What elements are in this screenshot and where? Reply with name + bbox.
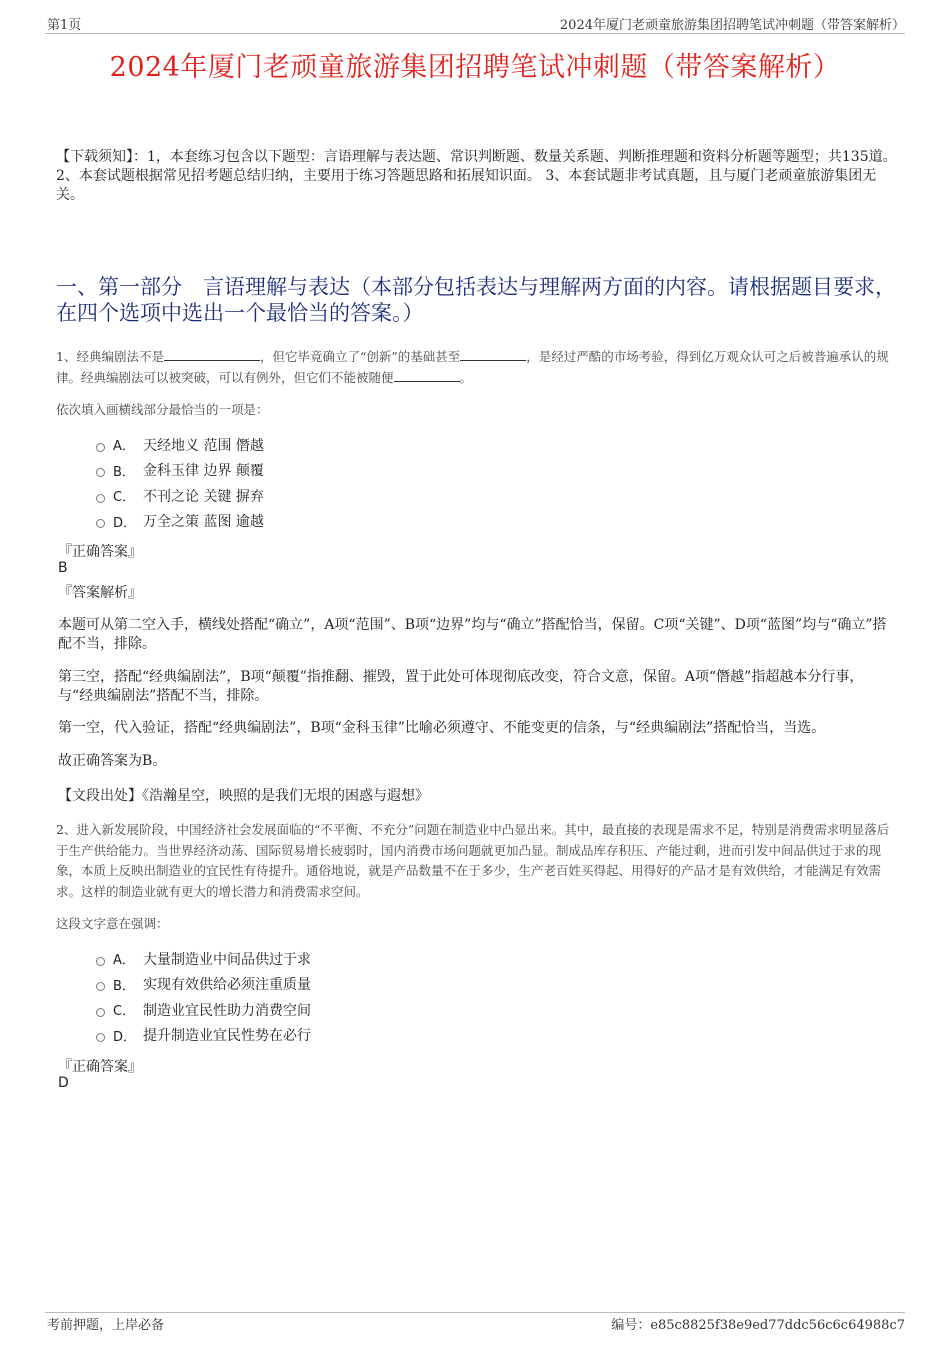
radio-icon[interactable] (96, 1008, 105, 1017)
footer-divider (45, 1312, 905, 1313)
blank-line (164, 347, 260, 361)
option-letter: D． (113, 1029, 137, 1045)
option-d[interactable] (96, 509, 264, 535)
page-title: 2024年厦门老顽童旅游集团招聘笔试冲刺题（带答案解析） (109, 52, 841, 83)
stem-part: 。 (459, 370, 473, 385)
option-text: 大量制造业中间品供过于求 (143, 951, 311, 968)
option-text: 提升制造业宜民性势在必行 (143, 1028, 311, 1045)
option-d[interactable] (96, 1023, 311, 1049)
option-letter: B． (113, 978, 135, 994)
question-2-options (96, 946, 311, 1048)
radio-icon[interactable] (96, 443, 105, 452)
analysis-paragraph: 故正确答案为B。 (58, 753, 167, 769)
option-c[interactable] (96, 997, 311, 1023)
stem-part: ，但它毕竟确立了“创新”的基础甚至 (259, 349, 461, 364)
answer-label: 『正确答案』 (58, 544, 142, 560)
stem-part: 1、经典编剧法不是 (56, 349, 164, 364)
source-citation: 【文段出处】《浩瀚星空，映照的是我们无垠的困惑与遐想》 (58, 788, 429, 804)
option-letter: C． (113, 1004, 136, 1020)
option-text: 金科玉律 边界 颠覆 (143, 463, 264, 480)
option-a[interactable] (96, 432, 264, 458)
analysis-label: 『答案解析』 (58, 585, 142, 601)
question-1-options (96, 432, 264, 534)
footer-slogan: 考前押题，上岸必备 (47, 1318, 165, 1333)
question-2-stem: 2、进入新发展阶段，中国经济社会发展面临的“不平衡、不充分”问题在制造业中凸显出来。其中，最直接的表现是需求不足，特别是消费需求明显落后于生产供给能力。当世界经济动荡、国际贸易增长疲弱时，国内消费市场问题就更加凸显。制成品库存积压、产能过剩，进而引发中间品供过于求的现象，本质上反映出制造业的宜民性有待提升。通俗地说，就是产品数量不在于多少，生产老百姓买得起、用得好的产品才是有效供给，才能满足有效需求。这样的制造业就有更大的增长潜力和消费需求空间。 (56, 822, 890, 899)
blank-line (460, 347, 526, 361)
option-text: 不刊之论 关键 摒弃 (143, 488, 264, 505)
option-letter: C． (113, 490, 136, 506)
radio-icon[interactable] (96, 494, 105, 503)
answer-value: B (58, 560, 68, 576)
radio-icon[interactable] (96, 468, 105, 477)
question-1-prompt: 依次填入画横线部分最恰当的一项是： (56, 402, 269, 417)
question-1-stem (56, 346, 896, 388)
option-c[interactable] (96, 483, 264, 509)
blank-line (394, 368, 460, 382)
option-letter: D． (113, 515, 137, 531)
option-text: 实现有效供给必须注重质量 (143, 977, 311, 994)
answer-value: D (58, 1075, 69, 1091)
analysis-paragraph: 本题可从第二空入手，横线处搭配“确立”，A项“范围”、B项“边界”均与“确立”搭配恰当，保留。C项“关键”、D项“蓝图”均与“确立”搭配不当，排除。 (58, 617, 887, 652)
option-text: 万全之策 蓝图 逾越 (143, 514, 264, 531)
option-letter: A． (113, 439, 135, 455)
option-letter: A． (113, 953, 135, 969)
document-id: 编号：e85c8825f38e9ed77ddc56c6c64988c7 (611, 1318, 905, 1333)
header-divider (45, 33, 905, 34)
option-text: 天经地义 范围 僭越 (143, 437, 264, 454)
answer-label: 『正确答案』 (58, 1059, 142, 1075)
radio-icon[interactable] (96, 957, 105, 966)
section-heading: 一、第一部分 言语理解与表达（本部分包括表达与理解两方面的内容。请根据题目要求，在四个选项中选出一个最恰当的答案。） (56, 275, 896, 325)
download-notice: 【下载须知】：1，本套练习包含以下题型：言语理解与表达题、常识判断题、数量关系题、判断推理题和资料分析题等题型；共135道。 2、本套试题根据常见招考题总结归纳，主要用于练习答题思路和拓展知识面。 3、本套试题非考试真题，且与厦门老顽童旅游集团无关。 (56, 149, 897, 203)
stem-part: ，是经过严酷的市场考验，得到亿万观众认可之后被普遍承认的规律。经典编剧法可以被突破，可以有例外，但它们不能被随便 (56, 349, 889, 385)
analysis-paragraph: 第一空，代入验证，搭配“经典编剧法”，B项“金科玉律”比喻必须遵守、不能变更的信条，与“经典编剧法”搭配恰当，当选。 (58, 720, 826, 736)
option-letter: B． (113, 464, 135, 480)
question-2-prompt: 这段文字意在强调： (56, 916, 169, 931)
analysis-paragraph: 第三空，搭配“经典编剧法”，B项“颠覆”指推翻、摧毁，置于此处可体现彻底改变，符合文意，保留。A项“僭越”指超越本分行事，与“经典编剧法”搭配不当，排除。 (58, 669, 864, 704)
radio-icon[interactable] (96, 1033, 105, 1042)
option-text: 制造业宜民性助力消费空间 (143, 1002, 311, 1019)
running-title: 2024年厦门老顽童旅游集团招聘笔试冲刺题（带答案解析） (559, 18, 905, 33)
option-b[interactable] (96, 458, 264, 484)
option-a[interactable] (96, 946, 311, 972)
radio-icon[interactable] (96, 982, 105, 991)
option-b[interactable] (96, 972, 311, 998)
radio-icon[interactable] (96, 519, 105, 528)
page-number: 第1页 (47, 18, 82, 33)
